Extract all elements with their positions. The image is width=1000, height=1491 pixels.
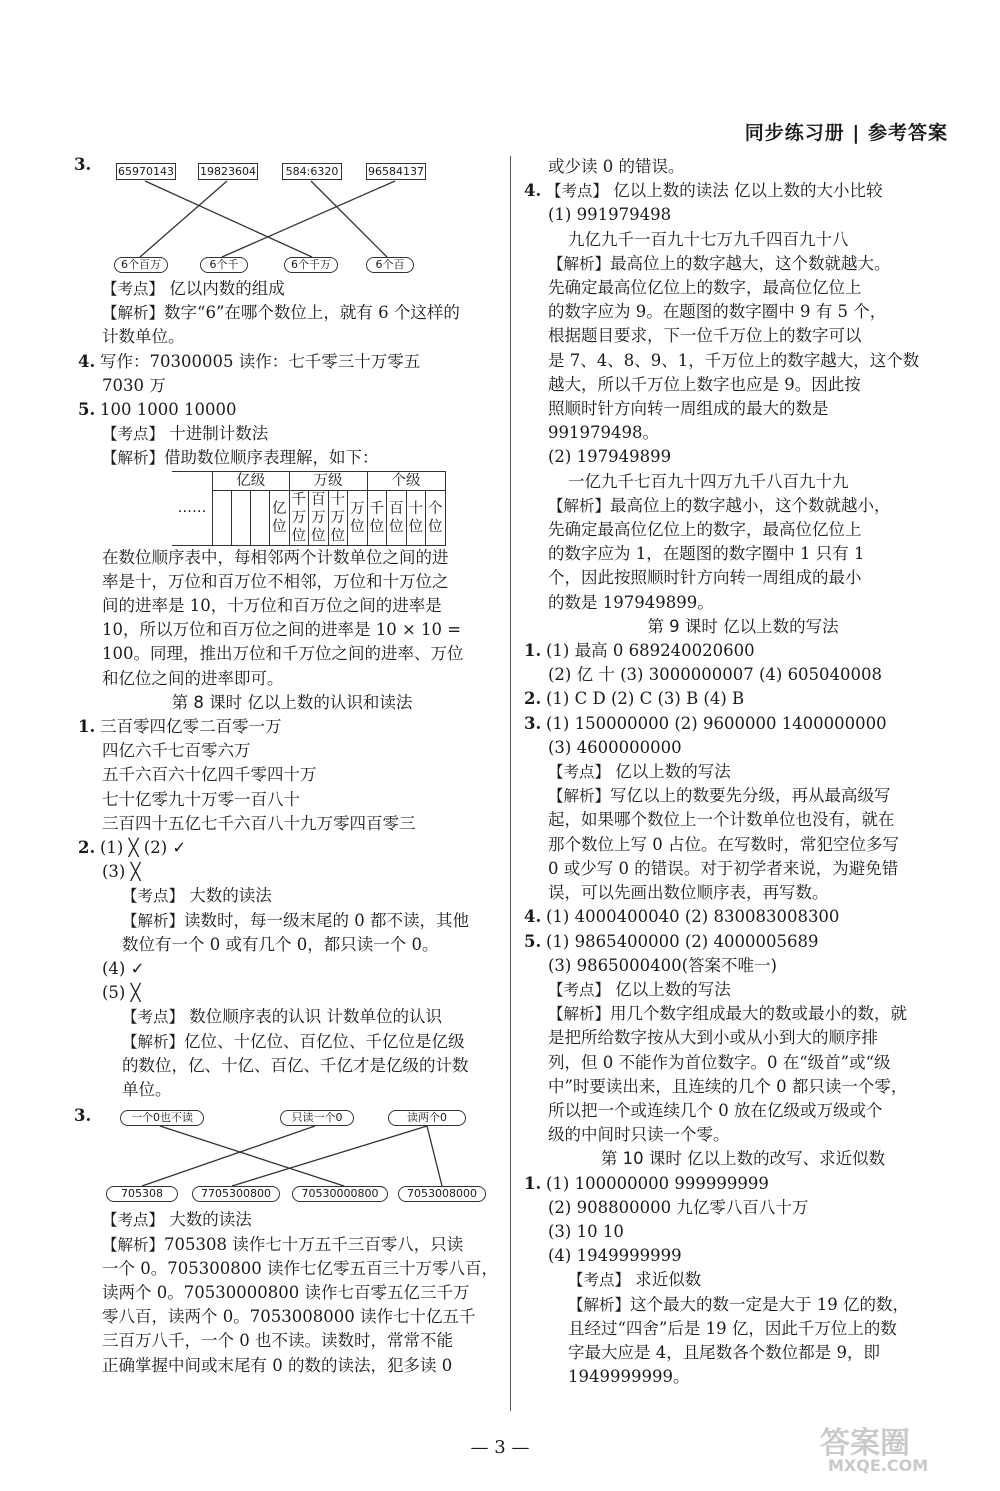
s8-q2b-jiexi: 【解析】亿位、十亿位、百亿位、千亿位是亿级 bbox=[122, 1031, 465, 1051]
table-place-char: 百 bbox=[389, 500, 404, 517]
jiexi-tag: 【解析】 bbox=[548, 254, 611, 273]
q42jx-line: 先确定最高位亿位上的数字，最高位亿位上 bbox=[548, 520, 862, 540]
q5p-line: 率是十，万位和百万位不相邻，万位和十万位之 bbox=[102, 571, 449, 591]
s10q1jx-line: 1949999999。 bbox=[568, 1367, 690, 1387]
table-place-char: 千 bbox=[369, 500, 384, 517]
watermark-url: MXQE.COM bbox=[828, 1456, 929, 1475]
s9-q3-jiexi bbox=[528, 784, 958, 905]
s9q5jx-line: 级的中间时只读一个零。 bbox=[548, 1125, 730, 1145]
s8-q3-number: 3. bbox=[74, 1106, 92, 1126]
q5p-line: 间的进率是 10，十万位和百万位之间的进率是 bbox=[102, 596, 442, 616]
s8-q3-jiexi-line5: 三百万八千，一个 0 也不读。读数时，常常不能 bbox=[102, 1331, 453, 1351]
q3-flag-4: 96584137 bbox=[368, 165, 424, 178]
table-place-3 bbox=[328, 490, 348, 545]
s10q1jx-line bbox=[528, 1293, 958, 1317]
s8-q2-jiexi: 【解析】读数时，每一级末尾的 0 都不读，其他 bbox=[122, 910, 470, 930]
s8-q3-jiexi-line2: 一个 0。705300800 读作七亿零五百三十万零八百， bbox=[102, 1258, 498, 1278]
jiexi-tag: 【解析】 bbox=[548, 1005, 611, 1024]
table-place-char: 十 bbox=[330, 491, 345, 508]
q41jx-line: 越大，所以千万位上数字也应是 9。因此按 bbox=[548, 374, 861, 394]
s8-q3-kaodian: 【考点】 大数的读法 bbox=[102, 1210, 252, 1230]
table-place-8 bbox=[426, 490, 446, 545]
q41jx-line: 先确定最高位亿位上的数字，最高位亿位上 bbox=[548, 278, 862, 298]
s8-q2-jiexi-line2: 数位有一个 0 或有几个 0，都只读一个 0。 bbox=[122, 934, 439, 954]
s8-q2-line4: (4) ✓ bbox=[102, 959, 145, 979]
q4-part2-jiexi bbox=[528, 494, 958, 615]
s9q5jx-line: 列，但 0 不能作为首位数字。0 在“级首”或“级 bbox=[548, 1052, 891, 1072]
table-place-0 bbox=[270, 490, 290, 545]
table-place-5 bbox=[367, 490, 387, 545]
header-separator: | bbox=[852, 122, 861, 144]
watermark-logo: 答案圈 bbox=[820, 1426, 910, 1461]
s9-q1: 1. (1) 最高 0 689240020600 bbox=[524, 641, 755, 661]
table-place-char: 十 bbox=[408, 500, 423, 517]
q5-answer: 5. 100 1000 10000 bbox=[78, 400, 237, 420]
table-place-blank bbox=[232, 490, 251, 545]
s8-q3-bot-4: 7053008000 bbox=[398, 1186, 486, 1202]
section-8-title: 第 8 课时 亿以上数的认识和读法 bbox=[171, 692, 413, 712]
table-place-char: 位 bbox=[291, 527, 306, 544]
s9q5jx-line: 是把所给数字按从大到小或从小到大的顺序排 bbox=[548, 1028, 878, 1048]
s8-q3-bot-3: 70530000800 bbox=[292, 1186, 388, 1202]
table-place-char: 位 bbox=[369, 518, 384, 535]
q5p-line: 在数位顺序表中，每相邻两个计数单位之间的进 bbox=[102, 547, 449, 567]
q4-answer: 4. 写作：70300005 读作：七千零三十万零五 bbox=[78, 351, 421, 371]
q42jx-line: 个，因此按照顺时针方向转一周组成的最小 bbox=[548, 568, 862, 588]
table-place-1 bbox=[289, 490, 309, 545]
q3-kaodian: 【考点】 亿以内数的组成 bbox=[102, 279, 285, 298]
s8-q2b-kaodian: 【考点】 数位顺序表的认识 计数单位的认识 bbox=[122, 1007, 443, 1027]
q4-answer-line2: 7030 万 bbox=[102, 375, 166, 395]
table-place-2 bbox=[309, 490, 329, 545]
table-place-char: 万 bbox=[311, 509, 326, 526]
s8-q2-line2: (3) ╳ bbox=[102, 862, 141, 882]
s9-q5-line2: (3) 9865000400(答案不唯一) bbox=[548, 955, 777, 975]
s8-q3-matching-figure bbox=[74, 1102, 502, 1208]
q42jx-line: 的数字应为 1，在题图的数字圈中 1 只有 1 bbox=[548, 544, 865, 564]
s9q3jx-line: 那个数位上写 0 占位。在写数时，常犯空位多写 bbox=[548, 834, 899, 854]
q41jx-line: 的数字应为 9。在题图的数字圈中 9 有 5 个， bbox=[548, 302, 887, 322]
q42jx-line bbox=[528, 494, 958, 518]
table-place-char: 百 bbox=[311, 491, 326, 508]
table-place-row bbox=[172, 490, 445, 545]
column-divider bbox=[510, 156, 511, 1411]
table-place-7 bbox=[406, 490, 426, 545]
jiexi-text: 最高位上的数字越小，这个数就越小， bbox=[610, 495, 891, 515]
q5-jiexi: 【解析】借助数位顺序表理解，如下： bbox=[102, 448, 379, 468]
table-place-char: 千 bbox=[291, 491, 306, 508]
s10-q1-line3: (3) 10 10 bbox=[548, 1221, 624, 1241]
table-place-char: 个 bbox=[428, 500, 443, 517]
s8-q2-kaodian: 【考点】 大数的读法 bbox=[122, 886, 272, 906]
q3-matching-figure bbox=[74, 155, 502, 277]
jiexi-text: 这个最大的数一定是大于 19 亿的数， bbox=[630, 1294, 910, 1314]
q41jx-line: 991979498。 bbox=[548, 423, 659, 443]
section-9-title: 第 9 课时 亿以上数的写法 bbox=[647, 616, 839, 636]
table-place-blank bbox=[251, 490, 270, 545]
s9-q5: 5. (1) 9865400000 (2) 4000005689 bbox=[524, 931, 819, 951]
q3-pill-4: 6个百 bbox=[366, 257, 414, 273]
q41jx-line bbox=[528, 252, 958, 276]
page-header bbox=[745, 118, 948, 145]
table-place-char: 位 bbox=[272, 518, 287, 535]
q4-part1: (1) 991979498 bbox=[548, 205, 672, 225]
s8-q3-jiexi-line6: 正确掌握中间或末尾有 0 的数的读法，犯多读 0 bbox=[102, 1355, 453, 1375]
s8-q2b-jiexi-line2: 的数位，亿、十亿、百亿、千亿才是亿级的计数 bbox=[122, 1055, 469, 1075]
s9q5jx-line: 中”时要读出来，且连续的几个 0 都只读一个零， bbox=[548, 1076, 908, 1096]
q4-part2: (2) 197949899 bbox=[548, 447, 672, 467]
s9-q4: 4. (1) 4000400040 (2) 830083008300 bbox=[524, 907, 840, 927]
table-place-6 bbox=[387, 490, 407, 545]
table-place-char: 位 bbox=[350, 518, 365, 535]
s8-q1-line3: 五千六百六十亿四千零四十万 bbox=[102, 765, 317, 785]
s9q3jx-line: 误，可以先画出数位顺序表，再写数。 bbox=[548, 883, 829, 903]
q3-flag-1: 65970143 bbox=[118, 165, 174, 178]
q3-flag-2: 19823604 bbox=[200, 165, 256, 178]
s8-q1-line2: 四亿六千七百零六万 bbox=[102, 741, 251, 761]
s8-q3-top-2: 只读一个0 bbox=[280, 1110, 354, 1126]
s10-q1-line2: (2) 908800000 九亿零八百八十万 bbox=[548, 1197, 809, 1217]
s9q3jx-line: 起，如果哪个数位上一个计数单位也没有，就在 bbox=[548, 810, 895, 830]
s9q5jx-line: 所以把一个或连续几个 0 放在亿级或万级或个 bbox=[548, 1100, 883, 1120]
table-place-char: 万 bbox=[291, 509, 306, 526]
s9q5jx-line bbox=[528, 1002, 958, 1026]
s8-q1: 1. 三百零四亿零二百零一万 bbox=[78, 717, 282, 737]
q41jx-line: 是 7、4、8、9、1，千万位上的数字越大，这个数 bbox=[548, 350, 920, 370]
jiexi-text: 写亿以上的数要先分级，再从最高级写 bbox=[610, 786, 891, 806]
q41jx-line: 根据题目要求，下一位千万位上的数字可以 bbox=[548, 326, 862, 346]
q5-kaodian: 【考点】 十进制计数法 bbox=[102, 424, 269, 444]
s9-q5-jiexi bbox=[528, 1002, 958, 1147]
s9-q5-kaodian: 【考点】 亿以上数的写法 bbox=[548, 979, 731, 999]
q4-kaodian: 4. 【考点】 亿以上数的读法 亿以上数的大小比较 bbox=[524, 181, 883, 201]
header-subtitle: 参考答案 bbox=[867, 122, 948, 144]
q42jx-line: 的数是 197949899。 bbox=[548, 592, 714, 612]
q3-flag-3: 584:6320 bbox=[282, 163, 342, 180]
section-10-title: 第 10 课时 亿以上数的改写、求近似数 bbox=[600, 1149, 886, 1169]
s8-q2: 2. (1) ╳ (2) ✓ bbox=[78, 838, 187, 858]
right-column bbox=[524, 155, 958, 1389]
s8-q3-bot-1: 705308 bbox=[106, 1186, 178, 1202]
q3-pill-2: 6个千 bbox=[200, 257, 248, 273]
q4-part2-reading: 一亿九千七百九十四万九千八百九十九 bbox=[568, 471, 849, 491]
jiexi-text: 最高位上的数字越大，这个数就越大。 bbox=[610, 253, 891, 273]
table-group-ge: 个级 bbox=[367, 471, 445, 490]
s9q3jx-line: 0 或少写 0 的错误。对于初学者来说，为避免错 bbox=[548, 858, 899, 878]
table-place-char: 位 bbox=[428, 518, 443, 535]
s8-q3-top-1: 一个0也不读 bbox=[120, 1110, 204, 1126]
s8-q2b-jiexi-line3: 单位。 bbox=[122, 1080, 172, 1100]
q3-pill-3: 6个千万 bbox=[284, 257, 338, 273]
table-group-wan: 万级 bbox=[289, 471, 367, 490]
table-place-4 bbox=[348, 490, 368, 545]
table-dots: …… bbox=[172, 471, 213, 545]
q3-pill-1: 6个百万 bbox=[114, 257, 168, 273]
table-place-char: 位 bbox=[389, 518, 404, 535]
jiexi-tag: 【解析】 bbox=[568, 1295, 631, 1314]
s9-q3: 3. (1) 150000000 (2) 9600000 1400000000 bbox=[524, 713, 887, 733]
place-value-table bbox=[172, 471, 446, 546]
s8-q3-jiexi-line4: 零八百，读两个 0。7053008000 读作七十亿五千 bbox=[102, 1307, 476, 1327]
s10-q1-jiexi bbox=[528, 1293, 958, 1390]
s8-q3-top-3: 读两个0 bbox=[388, 1110, 466, 1126]
s8-q3-jiexi-line3: 读两个 0。70530000800 读作七百零五亿三千万 bbox=[102, 1282, 470, 1302]
s8-q1-line5: 三百四十五亿七千六百八十九万零四百零三 bbox=[102, 813, 416, 833]
s10-q1: 1. (1) 100000000 999999999 bbox=[524, 1173, 769, 1193]
q5-paragraph bbox=[82, 546, 502, 691]
q5p-line: 100。同理，推出万位和千万位之间的进率、万位 bbox=[102, 644, 464, 664]
s9-q2: 2. (1) C D (2) C (3) B (4) B bbox=[524, 689, 745, 709]
page-number: — 3 — bbox=[470, 1437, 530, 1458]
s8-q3-bot-2: 7705300800 bbox=[192, 1186, 280, 1202]
q5p-line: 10，所以万位和百万位之间的进率是 10 × 10 = bbox=[102, 620, 462, 640]
table-place-char: 位 bbox=[408, 518, 423, 535]
s9-q3-kaodian: 【考点】 亿以上数的写法 bbox=[548, 762, 731, 782]
s8-q1-line4: 七十亿零九十万零一百八十 bbox=[102, 789, 300, 809]
s10q1jx-line: 字最大应是 4，且尾数各个数位都是 9，即 bbox=[568, 1342, 880, 1362]
jiexi-text: 用几个数字组成最大的数或最小的数，就 bbox=[610, 1004, 908, 1024]
s9-q1-line2: (2) 亿 十 (3) 3000000007 (4) 605040008 bbox=[548, 665, 883, 685]
jiexi-tag: 【解析】 bbox=[548, 787, 611, 806]
table-place-char: 万 bbox=[350, 500, 365, 517]
s8-q2-line5: (5) ╳ bbox=[102, 983, 141, 1003]
header-title: 同步练习册 bbox=[744, 122, 845, 144]
s9-q3-line2: (3) 4600000000 bbox=[548, 737, 682, 757]
table-place-blank bbox=[213, 490, 232, 545]
table-group-yi: 亿级 bbox=[213, 471, 290, 490]
q4-part1-jiexi bbox=[528, 252, 958, 446]
left-column bbox=[74, 155, 502, 1378]
q5p-line: 和亿位之间的进率即可。 bbox=[102, 668, 284, 688]
s9q3jx-line bbox=[528, 784, 958, 808]
s10-q1-line4: (4) 1949999999 bbox=[548, 1246, 682, 1266]
q3-jiexi: 【解析】数字“6”在哪个数位上，就有 6 个这样的 bbox=[102, 303, 460, 323]
q4-part1-reading: 九亿九千一百九十七万九千四百九十八 bbox=[568, 229, 849, 249]
q3-number: 3. bbox=[74, 155, 92, 174]
continuation-line: 或少读 0 的错误。 bbox=[548, 157, 685, 176]
table-place-char: 位 bbox=[330, 527, 345, 544]
table-place-char: 亿 bbox=[272, 500, 287, 517]
q41jx-line: 照顺时针方向转一周组成的最大的数是 bbox=[548, 399, 829, 419]
s10-q1-kaodian: 【考点】 求近似数 bbox=[568, 1270, 702, 1290]
table-place-char: 位 bbox=[311, 527, 326, 544]
s8-q3-jiexi: 【解析】705308 读作七十万五千三百零八，只读 bbox=[102, 1234, 464, 1254]
q3-jiexi-line2: 计数单位。 bbox=[102, 327, 185, 347]
s10q1jx-line: 且经过“四舍”后是 19 亿，因此千万位上的数 bbox=[568, 1318, 897, 1338]
table-place-char: 万 bbox=[330, 509, 345, 526]
jiexi-tag: 【解析】 bbox=[548, 496, 611, 515]
